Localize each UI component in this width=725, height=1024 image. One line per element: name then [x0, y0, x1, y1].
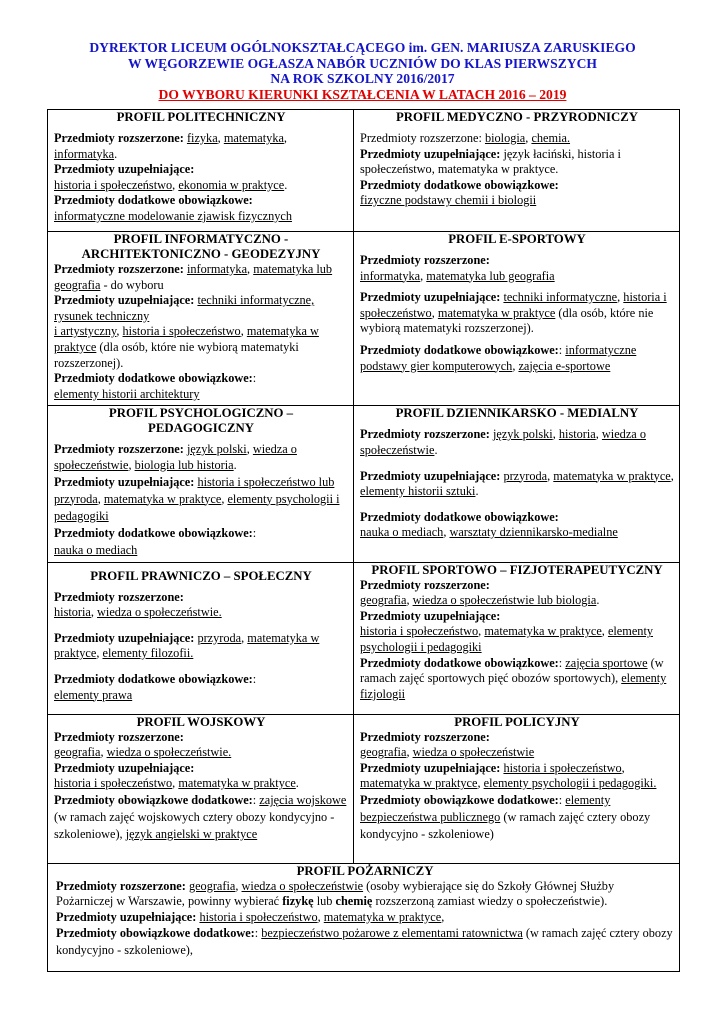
profile-dziennikarski [354, 406, 680, 562]
profile-title: PROFIL PSYCHOLOGICZNO – PEDAGOGICZNY [108, 406, 294, 436]
supplementary-subjects: Przedmioty uzupełniające: techniki informatyczne, rysunek techniczny i artystyczny, historia i społeczeństwo, matematyka w praktyce (dla osób, które nie wybiorą matematyki rozszerzonej). [54, 293, 319, 370]
profile-politechniczny [48, 110, 354, 232]
supplementary-subjects: Przedmioty uzupełniające: historia i społeczeństwo, matematyka w praktyce, [56, 909, 445, 924]
additional-subjects: Przedmioty dodatkowe obowiązkowe:: elementy historii architektury [54, 371, 257, 401]
profile-title: PROFIL WOJSKOWY [136, 714, 266, 729]
supplementary-subjects: Przedmioty uzupełniające: język łaciński, historia i społeczeństwo, matematyka w praktyce. [360, 146, 621, 177]
additional-subjects: Przedmioty dodatkowe obowiązkowe:: elementy prawa [54, 671, 257, 702]
profiles-table [47, 109, 680, 972]
profile-title: PROFIL DZIENNIKARSKO - MEDIALNY [395, 406, 639, 421]
profile-title: PROFIL POŻARNICZY [296, 863, 434, 878]
profile-title: PROFIL E-SPORTOWY [448, 232, 586, 246]
extended-subjects: Przedmioty rozszerzone: język polski, historia, wiedza o społeczeństwie. [360, 427, 646, 457]
additional-subjects: Przedmioty dodatkowe obowiązkowe: nauka o mediach, warsztaty dziennikarsko-medialne [360, 509, 618, 540]
header-line-2: W WĘGORZEWIE OGŁASZA NABÓR UCZNIÓW DO KLAS PIERWSZYCH [128, 55, 597, 71]
extended-subjects: Przedmioty rozszerzone: geografia, wiedza o społeczeństwie [360, 729, 535, 760]
profile-title: PROFIL POLITECHNICZNY [116, 110, 286, 124]
supplementary-subjects: Przedmioty uzupełniające: przyroda, matematyka w praktyce, elementy filozofii. [54, 630, 320, 661]
extended-subjects: Przedmioty rozszerzone: biologia, chemia. [360, 131, 571, 145]
supplementary-subjects: Przedmioty uzupełniające: historia i społeczeństwo, matematyka w praktyce. [54, 760, 299, 791]
header-line-4: DO WYBORU KIERUNKI KSZTAŁCENIA W LATACH 2016 – 2019 [158, 86, 567, 102]
additional-subjects: Przedmioty obowiązkowe dodatkowe:: zajęcia wojskowe (w ramach zajęć wojskowych cztery obozy kondycyjno - szkoleniowe), język angielski w praktyce [54, 792, 347, 841]
supplementary-subjects: Przedmioty uzupełniające: historia i społeczeństwo, matematyka w praktyce, elementy psychologii i pedagogiki [360, 608, 654, 654]
additional-subjects: Przedmioty dodatkowe obowiązkowe:: zajęcia sportowe (w ramach zajęć sportowych pięć obozów sportowych), elementy fizjologii [360, 655, 667, 701]
additional-subjects: Przedmioty obowiązkowe dodatkowe:: bezpieczeństwo pożarowe z elementami ratownictwa (w ramach zajęć cztery obozy kondycyjno - szkoleniowe), [56, 926, 673, 958]
profile-sportowy [354, 562, 680, 714]
additional-subjects: Przedmioty dodatkowe obowiązkowe:: informatyczne podstawy gier komputerowych, zajęcia e-sportowe [360, 342, 637, 373]
extended-subjects: Przedmioty rozszerzone: historia, wiedza o społeczeństwie. [54, 589, 222, 620]
profile-policyjny [354, 714, 680, 863]
header-line-1: DYREKTOR LICEUM OGÓLNOKSZTAŁCĄCEGO im. GEN. MARIUSZA ZARUSKIEGO [89, 40, 636, 55]
profile-title: PROFIL INFORMATYCZNO - ARCHITEKTONICZNO - GEODEZYJNY [81, 232, 321, 261]
additional-subjects: Przedmioty dodatkowe obowiązkowe: informatyczne modelowanie zjawisk fizycznych [54, 193, 292, 223]
extended-subjects: Przedmioty rozszerzone: informatyka, matematyka lub geografia - do wyboru [54, 262, 333, 292]
extended-subjects: Przedmioty rozszerzone: geografia, wiedza o społeczeństwie (osoby wybierające się do Szkoły Głównej Służby Pożarniczej w Warszawie, powinny wybierać fizykę lub chemię rozszerzoną zamiast wiedzy o społeczeństwie). [56, 878, 615, 909]
supplementary-subjects: Przedmioty uzupełniające: historia i społeczeństwo, ekonomia w praktyce. [54, 162, 288, 192]
supplementary-subjects: Przedmioty uzupełniające: historia i społeczeństwo, matematyka w praktyce, elementy psychologii i pedagogiki. [360, 760, 657, 791]
profile-informatyczny [48, 232, 354, 406]
header-line-3: NA ROK SZKOLNY 2016/2017 [270, 71, 455, 86]
profile-title: PROFIL POLICYJNY [454, 714, 580, 729]
profile-pozarniczy [48, 863, 680, 971]
additional-subjects: Przedmioty dodatkowe obowiązkowe: fizyczne podstawy chemii i biologii [360, 177, 559, 208]
profile-psychologiczny [48, 406, 354, 562]
extended-subjects: Przedmioty rozszerzone: geografia, wiedza o społeczeństwie. [54, 729, 232, 760]
additional-subjects: Przedmioty obowiązkowe dodatkowe:: elementy bezpieczeństwa publicznego (w ramach zajęć cztery obozy kondycyjno - szkoleniowe) [360, 792, 651, 841]
extended-subjects: Przedmioty rozszerzone: informatyka, matematyka lub geografia [360, 253, 555, 283]
supplementary-subjects: Przedmioty uzupełniające: techniki informatyczne, historia i społeczeństwo, matematyka w praktyce (dla osób, które nie wybiorą matematyki rozszerzonej). [360, 290, 667, 336]
profile-title: PROFIL SPORTOWO – FIZJOTERAPEUTYCZNY [371, 562, 663, 577]
profile-medyczny [354, 110, 680, 232]
extended-subjects: Przedmioty rozszerzone: fizyka, matematyka, informatyka. [54, 131, 287, 161]
extended-subjects: Przedmioty rozszerzone: język polski, wiedza o społeczeństwie, biologia lub historia. [54, 442, 297, 472]
profile-wojskowy [48, 714, 354, 863]
profile-prawniczy [48, 562, 354, 714]
additional-subjects: Przedmioty dodatkowe obowiązkowe:: nauka o mediach [54, 525, 257, 557]
profile-title: PROFIL PRAWNICZO – SPOŁECZNY [90, 568, 312, 583]
announcement-header [0, 40, 725, 102]
profile-esportowy [354, 232, 680, 406]
supplementary-subjects: Przedmioty uzupełniające: historia i społeczeństwo lub przyroda, matematyka w praktyce, elementy psychologii i pedagogiki [54, 474, 340, 523]
supplementary-subjects: Przedmioty uzupełniające: przyroda, matematyka w praktyce, elementy historii sztuki. [360, 468, 674, 499]
profile-title: PROFIL MEDYCZNO - PRZYRODNICZY [395, 110, 639, 124]
extended-subjects: Przedmioty rozszerzone: geografia, wiedza o społeczeństwie lub biologia. [360, 577, 600, 608]
